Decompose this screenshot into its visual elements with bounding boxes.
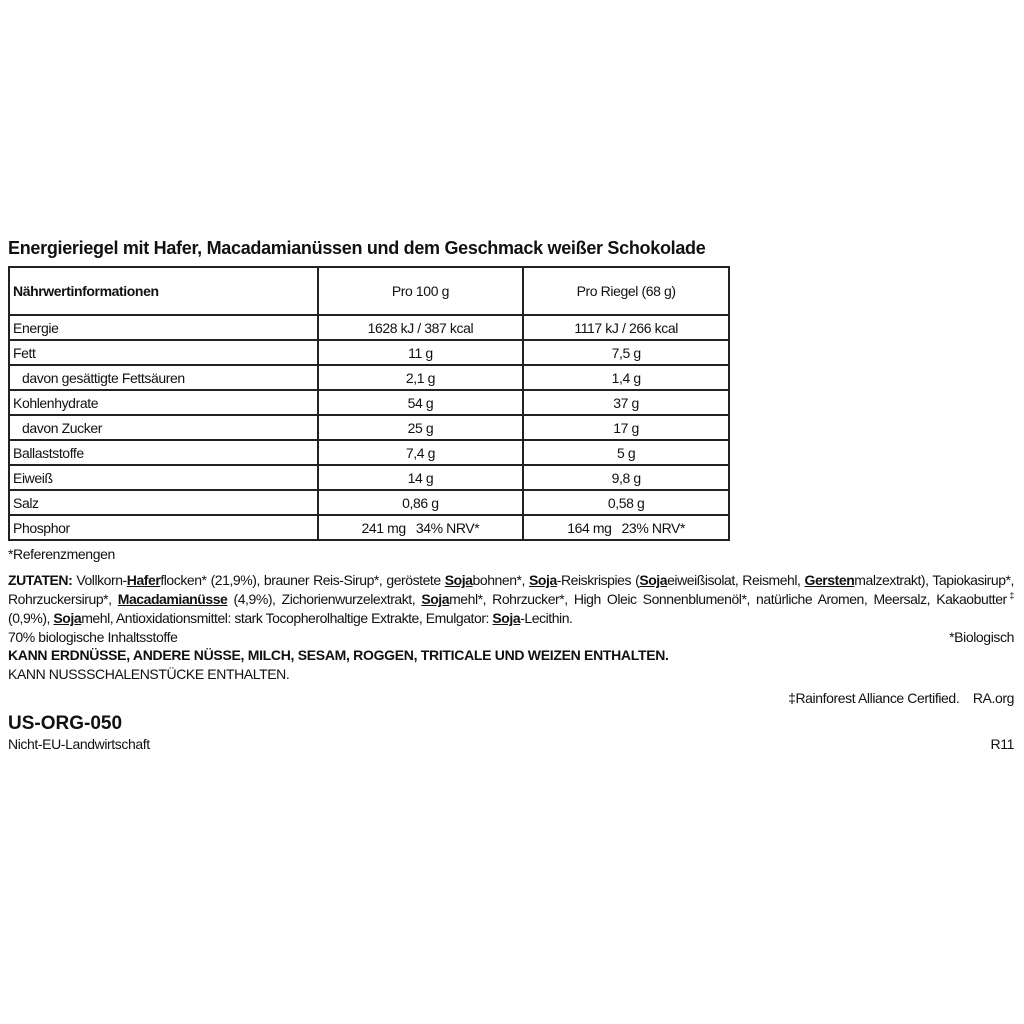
value-per-bar: 0,58 g [523, 490, 729, 515]
value-per-100g: 54 g [318, 390, 524, 415]
ingredients-paragraph [8, 571, 1014, 628]
value-per-bar: 7,5 g [523, 340, 729, 365]
value-amount: 164 mg [567, 519, 612, 536]
allergen-highlight: Macadamianüsse [117, 591, 228, 607]
ra-site: RA.org [972, 690, 1014, 706]
value-per-100g: 2,1 g [318, 365, 524, 390]
nutrient-name: Energie [9, 315, 318, 340]
reference-footnote: *Referenzmengen [8, 546, 115, 562]
header-per-bar: Pro Riegel (68 g) [523, 267, 729, 315]
table-header-row [9, 267, 729, 315]
nutrient-name: Salz [9, 490, 318, 515]
nutrient-name: Kohlenhydrate [9, 390, 318, 415]
organic-row [8, 628, 1014, 646]
ingredient-text: Vollkorn- [72, 572, 127, 588]
value-per-bar: 17 g [523, 415, 729, 440]
organic-cert-code: US-ORG-050 [8, 713, 123, 734]
allergen-highlight: Gersten [804, 572, 855, 588]
nutrient-name: davon Zucker [9, 415, 318, 440]
ingredients-text [8, 572, 1014, 626]
table-row [9, 390, 729, 415]
value-per-bar: 1,4 g [523, 365, 729, 390]
nutrient-name: Ballaststoffe [9, 440, 318, 465]
allergen-warning: KANN ERDNÜSSE, ANDERE NÜSSE, MILCH, SESAM, ROGGEN, TRITICALE UND WEIZEN ENTHALTEN. [8, 647, 669, 663]
table-row [9, 465, 729, 490]
value-amount: 241 mg [361, 519, 406, 536]
table-row [9, 440, 729, 465]
ingredient-text: eiweißisolat, Reismehl, [667, 572, 805, 588]
ingredients-heading: ZUTATEN: [8, 572, 73, 588]
ingredient-text: malzextrakt), Tapiokasirup*, Rohrzuckersirup*, [8, 572, 1014, 607]
allergen-highlight: Soja [529, 572, 557, 588]
allergen-highlight: Hafer [126, 572, 161, 588]
value-per-100g: 1628 kJ / 387 kcal [318, 315, 524, 340]
table-row [9, 490, 729, 515]
ingredient-text: -Reiskrispies ( [556, 572, 640, 588]
allergen-highlight: Soja [444, 572, 473, 588]
value-per-bar: 9,8 g [523, 465, 729, 490]
ingredient-text: flocken* (21,9%), brauner Reis-Sirup*, geröstete [160, 572, 445, 588]
organic-share: 70% biologische Inhaltsstoffe [8, 629, 178, 645]
product-title: Energieriegel mit Hafer, Macadamianüssen und dem Geschmack weißer Schokolade [8, 238, 706, 258]
header-per-100g: Pro 100 g [318, 267, 524, 315]
value-nrv: 34% NRV* [415, 519, 480, 536]
value-per-100g: 11 g [318, 340, 524, 365]
value-per-bar [523, 515, 729, 540]
ingredient-text: bohnen*, [472, 572, 530, 588]
revision-code: R11 [990, 736, 1014, 752]
ingredient-text: -Lecithin. [520, 610, 573, 626]
ingredient-text: ‡ [1006, 590, 1014, 601]
value-per-bar: 37 g [523, 390, 729, 415]
ingredient-text: mehl*, Rohrzucker*, High Oleic Sonnenblumenöl*, natürliche Aromen, Meersalz, Kakaobutter [449, 591, 1007, 607]
table-row [9, 515, 729, 540]
value-per-100g: 14 g [318, 465, 524, 490]
origin-row [8, 735, 1014, 753]
value-per-100g: 25 g [318, 415, 524, 440]
ingredient-text: (0,9%), [8, 610, 54, 626]
table-row [9, 415, 729, 440]
nutshell-warning: KANN NUSSSCHALENSTÜCKE ENTHALTEN. [8, 666, 290, 682]
value-per-bar: 1117 kJ / 266 kcal [523, 315, 729, 340]
nutrition-table [8, 266, 730, 541]
rainforest-row [8, 689, 1014, 707]
allergen-highlight: Soja [639, 572, 668, 588]
rainforest-certified: ‡Rainforest Alliance Certified. [788, 690, 960, 706]
organic-note: *Biologisch [949, 629, 1014, 645]
value-per-100g: 0,86 g [318, 490, 524, 515]
header-nutrition-info: Nährwertinformationen [9, 267, 318, 315]
value-per-bar: 5 g [523, 440, 729, 465]
table-row [9, 365, 729, 390]
ingredient-text: (4,9%), Zichorienwurzelextrakt, [227, 591, 422, 607]
table-row [9, 340, 729, 365]
origin-text: Nicht-EU-Landwirtschaft [8, 736, 150, 752]
ingredient-text: mehl, Antioxidationsmittel: stark Tocopherolhaltige Extrakte, Emulgator: [81, 610, 493, 626]
nutrition-label [8, 238, 1016, 753]
nutrient-name: Phosphor [9, 515, 318, 540]
value-nrv: 23% NRV* [621, 519, 686, 536]
nutrient-name: davon gesättigte Fettsäuren [9, 365, 318, 390]
allergen-highlight: Soja [421, 591, 450, 607]
value-per-100g [318, 515, 524, 540]
allergen-highlight: Soja [53, 610, 82, 626]
nutrient-name: Fett [9, 340, 318, 365]
nutrient-name: Eiweiß [9, 465, 318, 490]
table-row [9, 315, 729, 340]
allergen-highlight: Soja [492, 610, 521, 626]
value-per-100g: 7,4 g [318, 440, 524, 465]
